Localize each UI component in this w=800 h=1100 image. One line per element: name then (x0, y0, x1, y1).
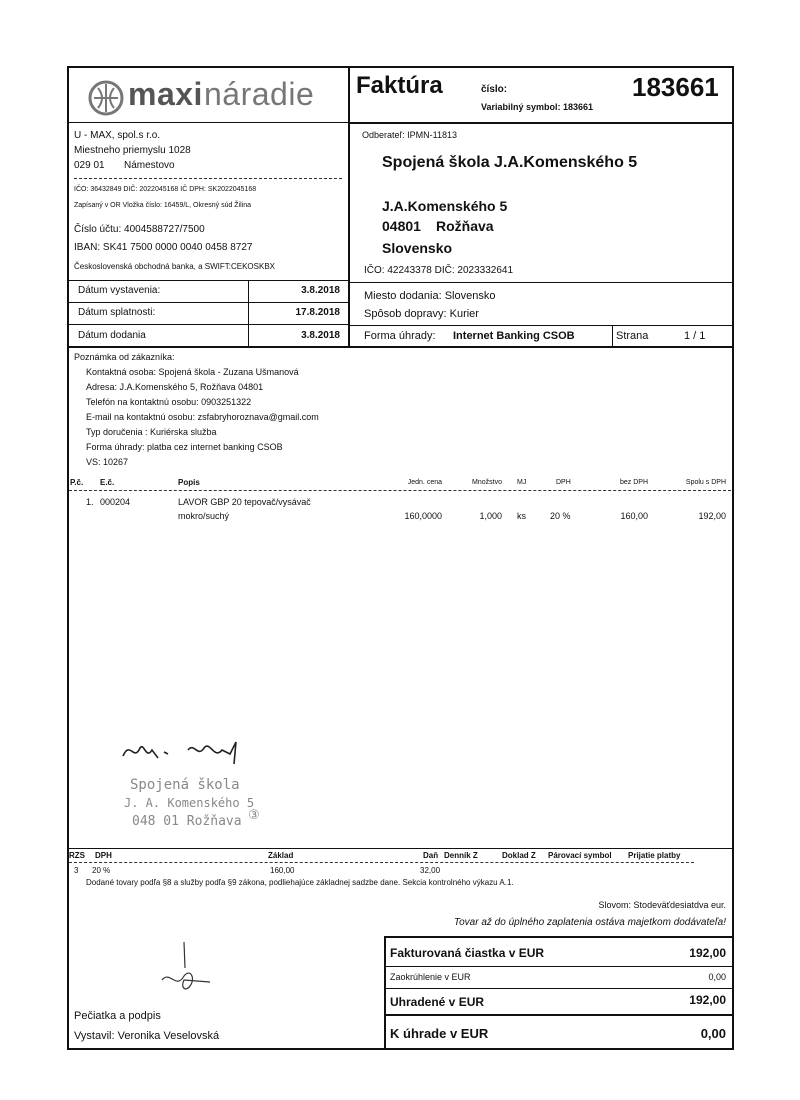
due-value: 0,00 (700, 1026, 726, 1041)
col-qty: Množstvo (472, 479, 502, 486)
customer-ids: IČO: 42243378 DIČ: 2023332641 (364, 265, 513, 276)
date-delivery-label: Dátum dodania (78, 330, 146, 341)
supplier-account: Číslo účtu: 4004588727/7500 (74, 224, 205, 235)
customer-ref: Odberateľ: IPMN-11813 (362, 130, 458, 140)
vat-col-prijatie: Prijatie platby (628, 851, 681, 860)
invoice-number: 183661 (632, 72, 719, 102)
col-ec: E.č. (100, 478, 115, 487)
header-divider (348, 66, 350, 348)
title-rule (349, 122, 733, 124)
supplier-register: Zapísaný v OR Vložka číslo: 16459/L, Okresný súd Žilina (74, 202, 252, 209)
totals-sep2 (386, 988, 733, 989)
vat-col-dan: Daň (423, 851, 439, 860)
supplier-name: U - MAX, spol.s r.o. (74, 130, 161, 141)
col-bez-dph: bez DPH (619, 479, 648, 486)
items-header-rule (69, 490, 731, 491)
item-desc: LAVOR GBP 20 tepovač/vysávač (178, 497, 311, 507)
supplier-city: Námestovo (124, 160, 175, 171)
frame-right (732, 66, 734, 1050)
stamp-line-1: Spojená škola (130, 777, 240, 793)
note-line: VS: 10267 (86, 457, 129, 467)
page-value: 1 / 1 (684, 330, 706, 342)
vat-note: Dodané tovary podľa §8 a služby podľa §9 zákona, podliehajúce základnej sadzbe dane. Sekcia kontrolného výkazu A.1. (86, 878, 514, 887)
handwritten-mark (150, 940, 220, 1010)
vat-row-zaklad: 160,00 (270, 866, 295, 875)
customer-name: Spojená škola J.A.Komenského 5 (382, 154, 638, 171)
totals-top (384, 936, 733, 938)
customer-city: Rožňava (436, 218, 494, 234)
date-issued-value: 3.8.2018 (301, 285, 340, 296)
variable-symbol: Variabilný symbol: 183661 (481, 102, 594, 112)
supplier-street: Miestneho priemyslu 1028 (74, 145, 191, 156)
col-popis: Popis (178, 478, 200, 487)
vat-col-dennik: Denník Z (444, 851, 478, 860)
logo-brand-light: náradie (204, 76, 315, 112)
col-spolu: Spolu s DPH (685, 479, 726, 486)
note-line: Typ doručenia : Kuriérska služba (86, 427, 217, 437)
vat-top-rule (68, 848, 733, 849)
supplier-postal: 029 01 (74, 160, 105, 171)
dates-sep2 (68, 324, 349, 325)
customer-country: Slovensko (382, 240, 453, 256)
note-line: Telefón na kontaktnú osobu: 0903251322 (86, 397, 252, 407)
seal-signature-label: Pečiatka a podpis (74, 1010, 161, 1022)
signature (118, 736, 248, 766)
item-spolu: 192,00 (698, 511, 726, 521)
item-dph: 20 % (550, 511, 571, 521)
supplier-iban: IBAN: SK41 7500 0000 0040 0458 8727 (74, 242, 253, 253)
payment-col (612, 325, 613, 347)
vat-row-dan: 32,00 (420, 866, 441, 875)
customer-rule (349, 282, 733, 283)
stamp-line-2: J. A. Komenského 5 (124, 796, 255, 810)
payment-label: Forma úhrady: (364, 330, 436, 342)
ownership-note: Tovar až do úplného zaplatenia ostáva majetkom dodávateľa! (453, 917, 726, 928)
item-qty: 1,000 (479, 511, 502, 521)
vat-col-doklad: Doklad Z (502, 851, 536, 860)
note-line: Kontaktná osoba: Spojená škola - Zuzana Ušmanová (86, 367, 299, 377)
payment-rule (349, 325, 733, 326)
item-ec: 000204 (100, 497, 131, 507)
supplier-dash (74, 178, 342, 179)
totals-sep1 (386, 966, 733, 967)
shipping-method: Spôsob dopravy: Kurier (364, 308, 479, 320)
logo-globe-icon (86, 78, 126, 118)
dates-sep1 (68, 302, 349, 303)
frame-top (67, 66, 734, 68)
due-label: K úhrade v EUR (390, 1026, 489, 1041)
paid-value: 192,00 (689, 993, 726, 1007)
vat-row-dph: 20 % (92, 866, 111, 875)
vat-row-rzs: 3 (74, 866, 79, 875)
col-dph: DPH (556, 479, 571, 486)
note-title: Poznámka od zákazníka: (74, 352, 175, 362)
frame-left (67, 66, 69, 1050)
dates-col (248, 280, 249, 346)
date-issued-label: Dátum vystavenia: (78, 285, 161, 296)
col-unit-price: Jedn. cena (407, 479, 442, 486)
item-unit-price: 160,0000 (404, 511, 442, 521)
company-logo (86, 76, 346, 120)
vat-col-rzs: RZS (69, 851, 85, 860)
delivery-place: Miesto dodania: Slovensko (364, 290, 496, 302)
vat-header-rule (69, 862, 694, 863)
stamp-mark: ③ (248, 808, 260, 823)
col-mj: MJ (517, 479, 527, 486)
supplier-ids: IČO: 36432849 DIČ: 2022045168 IČ DPH: SK2022045168 (74, 186, 257, 193)
paid-label: Uhradené v EUR (390, 995, 485, 1009)
note-line: Forma úhrady: platba cez internet banking CSOB (86, 442, 283, 452)
note-line: Adresa: J.A.Komenského 5, Rožňava 04801 (86, 382, 264, 392)
item-mj: ks (517, 511, 526, 521)
customer-street: J.A.Komenského 5 (382, 198, 508, 214)
item-pc: 1. (86, 497, 94, 507)
customer-postal: 04801 (382, 218, 421, 234)
payment-value: Internet Banking CSOB (453, 330, 575, 342)
vat-col-zaklad: Základ (268, 851, 294, 860)
rounding-label: Zaokrúhlenie v EUR (390, 972, 471, 982)
header-bottom (68, 346, 733, 348)
dates-top (68, 280, 349, 281)
supplier-bank: Československá obchodná banka, a SWIFT:CEKOSKBX (74, 262, 275, 271)
date-delivery-value: 3.8.2018 (301, 330, 340, 341)
totals-sep3 (386, 1014, 733, 1016)
item-desc-2: mokro/suchý (178, 511, 230, 521)
invoice-title: Faktúra (356, 72, 443, 99)
note-line: E-mail na kontaktnú osobu: zsfabryhoroznava@gmail.com (86, 412, 319, 422)
date-due-value: 17.8.2018 (295, 307, 340, 318)
item-bez-dph: 160,00 (620, 511, 648, 521)
logo-rule (68, 122, 349, 123)
issued-by: Vystavil: Veronika Veselovská (74, 1030, 220, 1042)
vat-col-parovaci: Párovací symbol (548, 851, 612, 860)
stamp-line-3: 048 01 Rožňava (132, 814, 242, 829)
total-invoiced-label: Fakturovaná čiastka v EUR (390, 946, 545, 960)
total-invoiced-value: 192,00 (689, 946, 726, 960)
date-due-label: Dátum splatnosti: (78, 307, 156, 318)
vat-col-dph: DPH (95, 851, 112, 860)
col-pc: P.č. (70, 478, 84, 487)
totals-left (384, 936, 386, 1049)
amount-in-words: Slovom: Stodeväťdesiatdva eur. (598, 900, 726, 910)
rounding-value: 0,00 (708, 972, 726, 982)
invoice-number-label: číslo: (481, 84, 508, 95)
frame-bottom (67, 1048, 734, 1050)
page-label: Strana (616, 330, 649, 342)
logo-brand-bold: maxi (128, 76, 203, 112)
